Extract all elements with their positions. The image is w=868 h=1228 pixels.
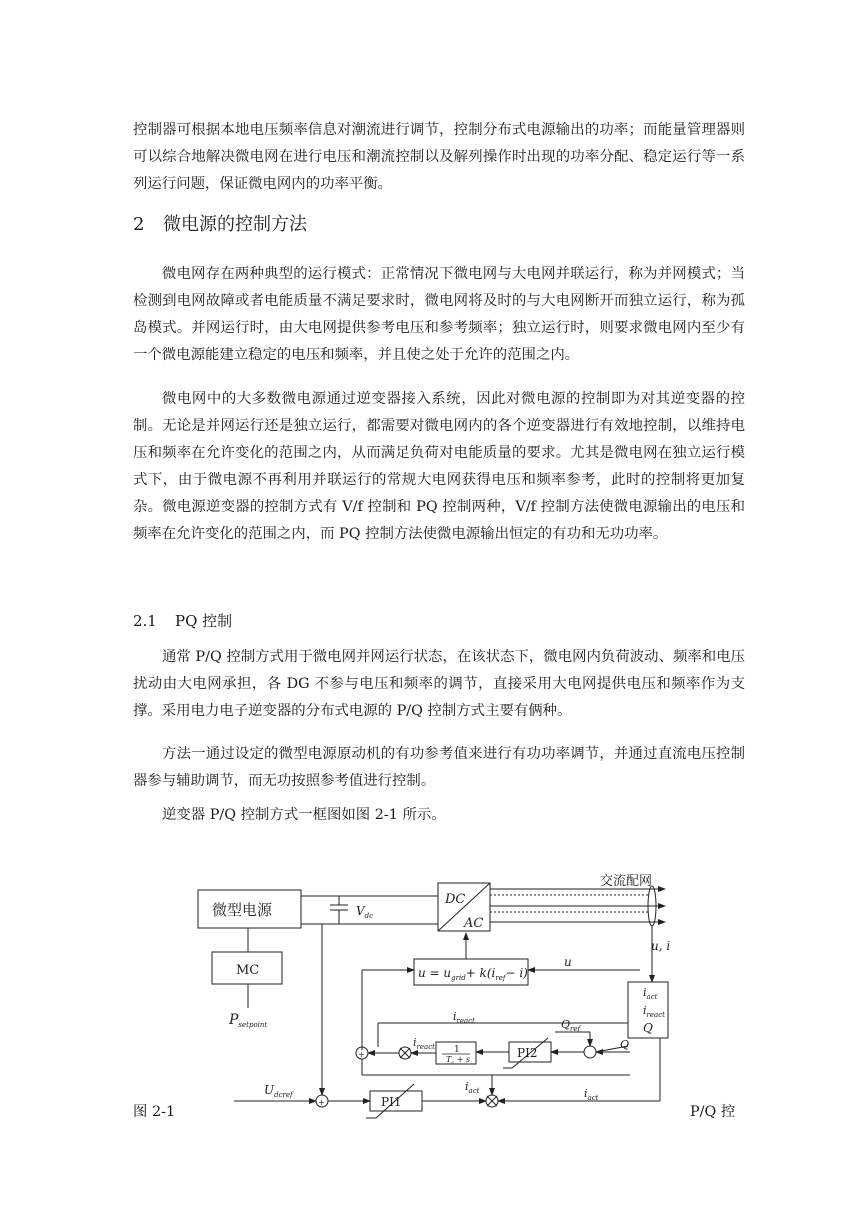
pi2-label: PI2 bbox=[517, 1046, 538, 1060]
subsection-title: PQ 控制 bbox=[175, 612, 233, 630]
i-react-calc-label: $i_{react}$ bbox=[643, 1004, 665, 1019]
formula-label: $u = u_{grid}+ k(i_{ref}- i)$ bbox=[418, 966, 528, 982]
ac-grid-label: 交流配网 bbox=[600, 874, 653, 889]
section-number: 2 bbox=[133, 214, 145, 235]
paragraph-figure-ref: 逆变器 P/Q 控制方式一框图如图 2-1 所示。 bbox=[162, 807, 446, 823]
sum-junction-q bbox=[584, 1046, 596, 1058]
pi1-label: PI1 bbox=[381, 1095, 402, 1109]
i-act-feedback-label: $i_{act}$ bbox=[584, 1087, 599, 1102]
micro-source-label: 微型电源 bbox=[212, 901, 273, 919]
q-feedback-label: Q bbox=[620, 1038, 630, 1051]
tf-denominator: $T_c + s$ bbox=[446, 1055, 471, 1066]
dc-label: DC bbox=[445, 892, 466, 907]
plus-sign-left: + bbox=[358, 1050, 365, 1059]
subsection-number: 2.1 bbox=[133, 612, 157, 630]
i-act-calc-label: $i_{act}$ bbox=[643, 986, 658, 1001]
p-setpoint-label: $P_{setpoint}$ bbox=[229, 1012, 268, 1029]
paragraph-inverter: 微电网中的大多数微电源通过逆变器接入系统，因此对微电源的控制即为对其逆变器的控制。无论是并网运行还是独立运行，都需要对微电网内的各个逆变器进行有效地控制，以维持电压和频率在允许变化的范围之内，从而满足负荷对电能质量的要求。尤其是微电网在独立运行模式下，由于微电源不再利用并联运行的常规大电网获得电压和频率参考，此时的控制将更加复杂。微电源逆变器的控制方式有 V/f 控制和 PQ 控制两种，V/f 控制方法使微电源输出的电压和频率在允许变化的范围之内，而 PQ 控制方法使微电源输出恒定的有功和无功功率。 bbox=[133, 391, 745, 542]
section-title: 微电源的控制方法 bbox=[163, 214, 307, 235]
figure-caption-right: P/Q 控 bbox=[690, 1104, 736, 1120]
ac-label: AC bbox=[464, 916, 484, 931]
i-react-star-label: $i_{react}$ bbox=[413, 1036, 435, 1051]
paragraph-modes: 微电网存在两种典型的运行模式：正常情况下微电网与大电网并联运行，称为并网模式；当检测到电网故障或者电能质量不满足要求时，微电网将及时的与大电网断开而独立运行，称为孤岛模式。并网运行时，由大电网提供参考电压和参考频率；独立运行时，则要求微电网内至少有一个微电源能建立稳定的电压和频率，并且使之处于允许的范围之内。 bbox=[133, 266, 745, 363]
udc-ref-label: $U_{dcref}$ bbox=[264, 1083, 293, 1099]
u-label: u bbox=[564, 955, 572, 969]
paragraph-intro: 控制器可根据本地电压频率信息对潮流进行调节，控制分布式电源输出的功率；而能量管理器则可以综合地解决微电网在进行电压和潮流控制以及解列操作时出现的功率分配、稳定运行等一系列运行问题，保证微电网内的功率平衡。 bbox=[133, 122, 745, 192]
q-calc-label: Q bbox=[643, 1021, 653, 1035]
paragraph-method-one: 方法一通过设定的微型电源原动机的有功参考值来进行有功功率调节，并通过直流电压控制器参与辅助调节，而无功按照参考值进行控制。 bbox=[133, 746, 745, 789]
i-act-star-label: $i_{act}$ bbox=[465, 1080, 480, 1095]
q-ref-label: $Q_{ref}$ bbox=[561, 1018, 581, 1033]
i-react-feedback-label: $i_{react}$ bbox=[453, 1010, 475, 1025]
figure-caption-left: 图 2-1 bbox=[133, 1104, 176, 1120]
tf-numerator: 1 bbox=[454, 1045, 460, 1055]
mc-label: MC bbox=[236, 963, 260, 978]
plus-sign-udc: + bbox=[318, 1098, 325, 1107]
paragraph-pq-mode: 通常 P/Q 控制方式用于微电网并网运行状态，在该状态下，微电网内负荷波动、频率和电压扰动由大电网承担，各 DG 不参与电压和频率的调节，直接采用大电网提供电压和频率作为支撑。采用电力电子逆变器的分布式电源的 P/Q 控制方式主要有俩种。 bbox=[133, 649, 745, 719]
ui-label: u, i bbox=[651, 939, 671, 953]
vdc-label: $V_{dc}$ bbox=[356, 904, 374, 920]
